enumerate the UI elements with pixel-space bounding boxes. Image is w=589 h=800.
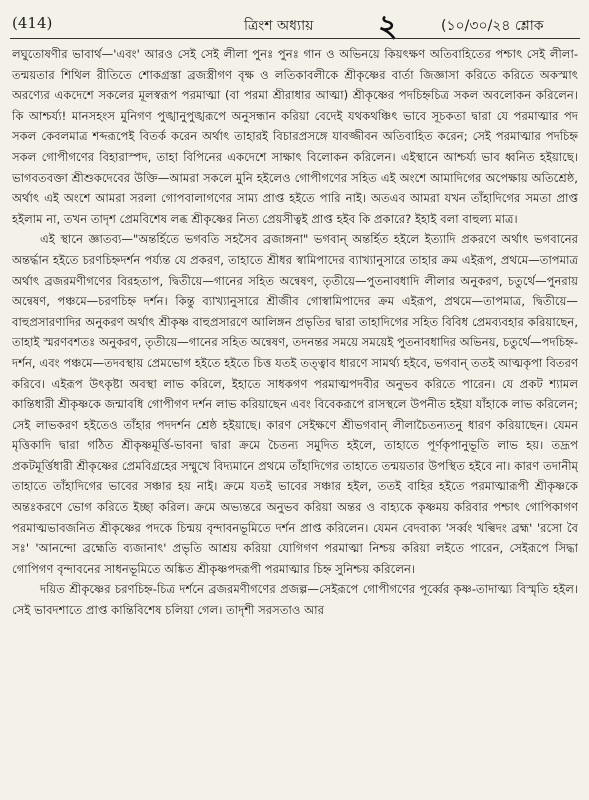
verse-reference: (১০/৩০/২৪ শ্লোক <box>441 18 544 34</box>
page-header <box>0 0 589 44</box>
chapter-title: ত্রিংশ অধ্যায় <box>244 18 314 34</box>
page-number: (414) <box>12 14 53 32</box>
paragraph-3: দয়িত শ্রীকৃষ্ণের চরণচিহ্ন-চিত্র দর্শনে ব্রজরমণীগণের প্রজল্প—সেইরূপে গোপীগণের পূর্ব্বের কৃষ্ণ-তাদাত্ম্য বিস্মৃতি হইল। সেই ভাবদশাতে প্রাপ্ত কান্তিবিশেষ চলিয়া গেল। তাদৃশী সরসতাও আর <box>12 582 578 618</box>
handwritten-mark: ২ <box>378 9 398 44</box>
page-body <box>12 44 578 794</box>
paragraph-1: লঘুতোষণীর ভাবার্থ—'এবং' আরও সেই সেই লীলা পুনঃ পুনঃ গান ও অভিনয়ে কিয়ৎক্ষণ অতিবাহিতের পশ্চাৎ সেই লীলা-তন্ময়তার শিথিল রীতিতে শোকগ্রস্তা ব্রজস্ত্রীগণ বৃক্ষ ও লতিকাবলীকে শ্রীকৃষ্ণের বার্তা জিজ্ঞাসা করিতে করিতে অকস্মাৎ অরণ্যের একদেশে সকলের মূলস্বরূপ পরমাত্মা (বা পরমা শ্রীরাধার আত্মা) শ্রীকৃষ্ণের পদচিহ্নচিত্র সকল অবলোকন করিলেন। কি আশ্চর্য্য! মানসহংস মুনিগণ পুঙ্খানুপুঙ্খরূপে অনুসন্ধান করিয়া বেদেই যথকথঞ্চিৎ ভাবে সূচকতা দ্বারা যে পরমাত্মার পদ সকল কেবলমাত্র শব্দরূপেই বিতর্ক করেন অর্থাৎ তাহারই বিচারপ্রসঙ্গে যাবজ্জীবন অতিবাহিত করেন; সেই পরমাত্মার পদচিহ্ন সকল গোপীগণের বিহারাস্পদ, তাহা বিপিনের একদেশে সাক্ষাৎ বিলোকন করিলেন। এইস্থানে আশ্চর্য্য ভাব ধ্বনিত হইয়াছে। ভাগবতবক্তা শ্রীশুকদেবের উক্তি—আমরা সকলে মুনি হইলেও গোপীগণের সহিত এই অংশে আমাদিগের অপেক্ষায় অতিশ্রেষ্ঠ, অর্থাৎ এই অংশে আমরা সরলা গোপবালাগণের সাম্য প্রাপ্ত হইতে পারি নাই। অতএব আমরা যখন তাঁহাদিগের সমতা প্রাপ্ত হইলাম না, তখন তাদৃশ প্রেমবিশেষ লব্ধ শ্রীকৃষ্ণের নিত্য প্রেয়সীত্বই প্রাপ্ত হইব কি প্রকারে? ইহাই বলা বাহুল্য মাত্র। <box>12 47 578 226</box>
paragraph-2: এই স্থানে জ্ঞাতব্য—"অন্তর্হিতে ভগবতি সহসৈব ব্রজাঙ্গনা" ভগবান্ অন্তর্হিত হইলে ইত্যাদি প্রকরণে অর্থাৎ ভগবানের অন্তর্দ্ধান হইতে চরণচিহ্নদর্শন পর্য্যন্ত যে প্রকরণ, তাহাতে শ্রীধর স্বামিপাদের ব্যাখ্যানুসারে তাহার ক্রম এইরূপ, প্রথমে—তাপমাত্র অর্থাৎ ব্রজরমণীগণের বিরহতাপ, দ্বিতীয়ে—গানের সহিত অন্বেষণ, তৃতীয়ে—পুতনাবধাদি লীলার অনুকরণ, চতুর্থে—পুনরায় অন্বেষণ, পঞ্চমে—চরণচিহ্ন দর্শন। কিন্তু ব্যাখ্যানুসারে শ্রীজীব গোস্বামিপাদের ক্রম এইরূপ, প্রথমে—তাপমাত্র, দ্বিতীয়ে—বাহুপ্রসারণাদির অনুকরণ অর্থাৎ শ্রীকৃষ্ণ বাহুপ্রসারণে আলিঙ্গন প্রভৃতির দ্বারা তাহাদিগের সহিত বিবিধ প্রেমব্যবহার করিয়াছেন, তাহাই স্মরণবশতঃ অনুকরণ, তৃতীয়ে—গানের সহিত অন্বেষণ, তদনন্তর সময়ে সময়েই পুতনাবধাদির অভিনয়, চতুর্থে—পদচিহ্ন-দর্শন, এবং পঞ্চমে—তদবস্থায় প্রেমভোগ হইতে হইতে চিত্ত যতই তত্ত্বাব ধারণে সামর্থ্য হইবে, ভগবান্ ততই আত্মকৃপা বিতরণ করিবে। এইরূপ উৎকৃষ্টা অবস্থা লাভ করিলে, ইহাতে সাধকগণ পরমাত্মপদবীর অনুভব করিতে পারেন। যে প্রকট শ্যামল কান্তিধারী শ্রীকৃষ্ণকে জন্মাবধি গোপীগণ দর্শন লাভ করিয়াছেন এবং বিবেকরূপে রাসস্থলে উপনীত হইয়া যাঁহাকে লাভ করিলেন; সেই লাভকরণ হইতেও তাঁহার পদদর্শন শ্রেষ্ঠ হইয়াছে। কারণ সেইক্ষণে শ্রীভগবান্ লীলাচৈতন্যতনু ধারণ করিয়াছেন। যেমন মৃত্তিকাদি দ্বারা গঠিত শ্রীকৃষ্ণমূর্ত্তি-ভাবনা দ্বারা ক্রমে চৈতন্য সমুদিত হইলে, তাহাতে পূর্ণকৃপানুভূতি লাভ হয়। তদ্রূপ প্রকটমূর্ত্তিধারী শ্রীকৃষ্ণের প্রেমবিগ্রহের সম্মুখে বিদ্যমানে প্রথমে তাঁহাদিগের তাহাতে তন্ময়তার উপস্থিত হইবে না। কারণ তদানীম্ তাহাতে তাঁহাদিগের ভাবের সঞ্চার হয় নাই। ক্রমে যতই ভাবের সঞ্চার হইল, ততই বাহির হইতে পরমাত্মারূপী শ্রীকৃষ্ণকে অন্তঃকরণে ভোগ করিতে ইচ্ছা করিল। ক্রমে অভ্যন্তরে অনুভব করিয়া অন্তর ও বাহ্যকে কৃষ্ণময় করিবার পশ্চাৎ গোপিকাগণ পরমাত্মভাবজনিত শ্রীকৃষ্ণের পদকে চিন্ময় বৃন্দাবনভূমিতে দর্শন প্রাপ্ত করিলেন। যেমন বেদবাক্য 'সর্ব্বং খল্বিদং ব্রহ্ম' 'রসো বৈ সঃ' 'আনন্দো ব্রহ্মেতি ব্যজানাৎ' প্রভৃতি আশ্রয় করিয়া যোগিগণ পরমাত্মা নিশ্চয় করিয়া লইতে পারেন, সেইরূপে সিদ্ধা গোপিগণ বৃন্দাবনের সাধনভূমিতে অঙ্কিত শ্রীকৃষ্ণপদরূপী পরমাত্মার চিহ্ন সুনিশ্চয় করিলেন। <box>12 232 578 576</box>
header-rule <box>10 38 580 39</box>
